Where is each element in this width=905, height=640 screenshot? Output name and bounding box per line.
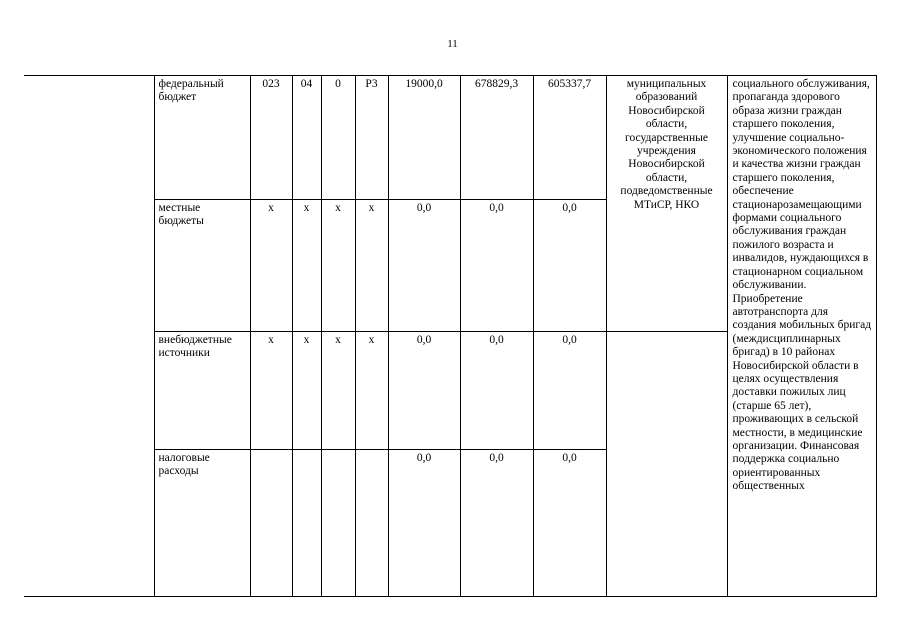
grbs-cell: х (250, 200, 292, 332)
year2-cell: 0,0 (460, 332, 533, 450)
year3-cell: 0,0 (533, 450, 606, 597)
cs-cell: х (355, 200, 388, 332)
source-cell: федеральный бюджет (154, 76, 250, 200)
grbs-cell: х (250, 332, 292, 450)
empty-executors-cell (606, 332, 727, 597)
year1-cell: 0,0 (388, 200, 460, 332)
rz-cell: х (292, 332, 321, 450)
pr-cell: х (321, 200, 355, 332)
rz-cell (292, 450, 321, 597)
empty-left-cell (24, 76, 154, 597)
grbs-cell: 023 (250, 76, 292, 200)
page-number: 11 (447, 38, 458, 50)
year2-cell: 0,0 (460, 450, 533, 597)
cs-cell (355, 450, 388, 597)
rz-cell: 04 (292, 76, 321, 200)
pr-cell: х (321, 332, 355, 450)
source-cell: налоговые расходы (154, 450, 250, 597)
rz-cell: х (292, 200, 321, 332)
cs-cell: х (355, 332, 388, 450)
year3-cell: 0,0 (533, 200, 606, 332)
grbs-cell (250, 450, 292, 597)
pr-cell: 0 (321, 76, 355, 200)
pr-cell (321, 450, 355, 597)
result-cell: социального обслуживания, пропаганда здорового образа жизни граждан старшего поколения, улучшение социально-экономического положения и качества жизни граждан старшего поколения, обеспечение стационарозамещающими формами социального обслуживания граждан пожилого возраста и инвалидов, нуждающихся в стационарном социальном обслуживании. Приобретение автотранспорта для создания мобильных бригад (междисциплинарных бригад) в 10 районах Новосибирской области в целях осуществления доставки пожилых лиц (старше 65 лет), проживающих в сельской местности, в медицинские организации. Финансовая поддержка социально ориентированных общественных (727, 76, 876, 597)
table-row (24, 76, 876, 200)
executors-cell: муниципальных образований Новосибирской области, государственные учреждения Новосибирской области, подведомственные МТиСР, НКО (606, 76, 727, 332)
year3-cell: 605337,7 (533, 76, 606, 200)
finance-table (24, 75, 877, 597)
year2-cell: 678829,3 (460, 76, 533, 200)
year1-cell: 0,0 (388, 450, 460, 597)
year1-cell: 19000,0 (388, 76, 460, 200)
year3-cell: 0,0 (533, 332, 606, 450)
year2-cell: 0,0 (460, 200, 533, 332)
year1-cell: 0,0 (388, 332, 460, 450)
cs-cell: Р3 (355, 76, 388, 200)
source-cell: внебюджетные источники (154, 332, 250, 450)
source-cell: местные бюджеты (154, 200, 250, 332)
